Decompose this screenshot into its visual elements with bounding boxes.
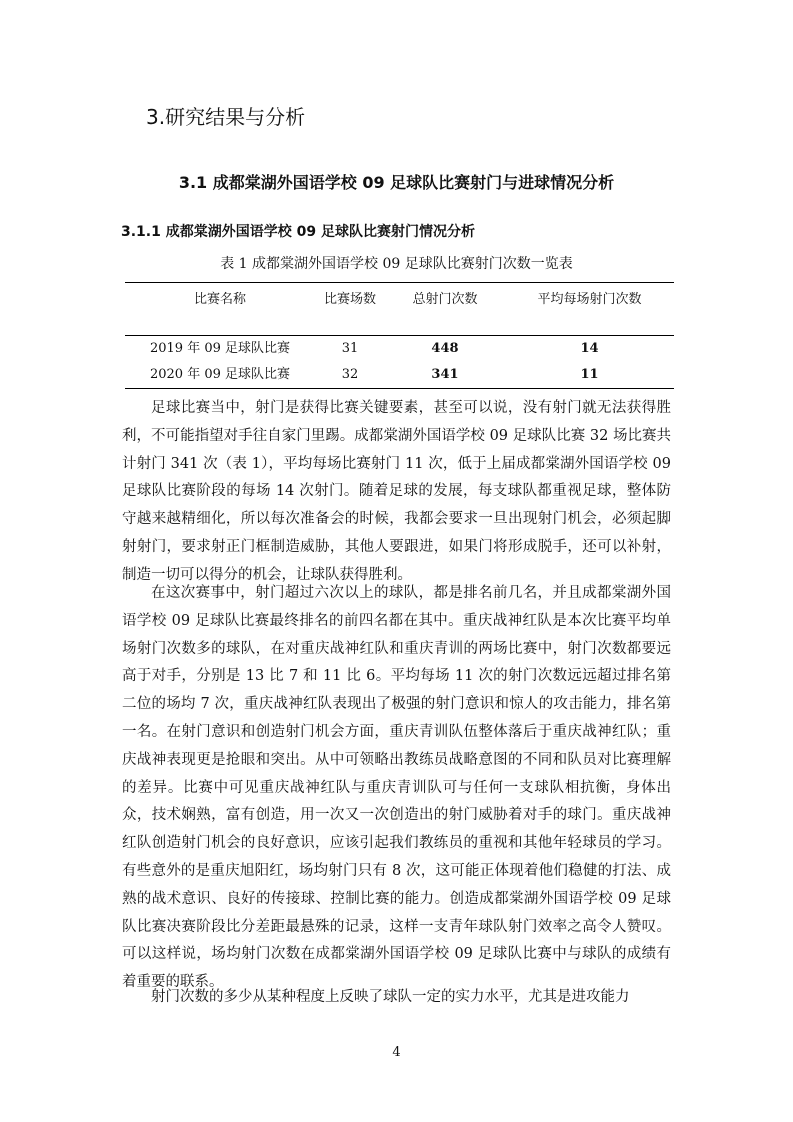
body-paragraph: 射门次数的多少从某种程度上反映了球队一定的实力水平，尤其是进攻能力 — [151, 989, 630, 1005]
table-cell: 32 — [341, 367, 359, 382]
table-header-cell: 平均每场射门次数 — [537, 292, 642, 307]
table-cell: 2019 年 09 足球队比赛 — [149, 341, 291, 356]
body-paragraph: 足球比赛当中，射门是获得比赛关键要素，甚至可以说，没有射门就无法获得胜利，不可能指望对手往自家门里踢。成都棠湖外国语学校 09 足球队比赛 32 场比赛共计射门 341 次（表 1），平均每场比赛射门 11 次，低于上届成都棠湖外国语学校 09 足球队比赛阶段的每场 14 次射门。随着足球的发展，每支球队都重视足球，整体防守越来越精细化，所以每次准备会的时候，我都会要求一旦出现射门机会，必须起脚射射门，要求射正门框制造威胁，其他人要跟进，如果门将形成脱手，还可以补射，制造一切可以得分的机会，让球队获得胜利。 — [122, 400, 671, 583]
body-paragraph-container — [122, 984, 671, 1012]
table-cell: 31 — [341, 341, 359, 356]
table-header-cell: 比赛名称 — [193, 292, 246, 307]
page-number: 4 — [392, 1045, 401, 1060]
table-header-cell: 比赛场数 — [323, 292, 376, 307]
body-paragraph-container — [122, 580, 671, 997]
section-heading: 3.研究结果与分析 — [146, 105, 306, 129]
table-row — [125, 336, 674, 363]
table-header-row — [125, 283, 674, 336]
table-cell: 448 — [431, 341, 459, 356]
table-row — [125, 362, 674, 389]
body-paragraph-container — [122, 395, 671, 590]
table-caption: 表 1 成都棠湖外国语学校 09 足球队比赛射门次数一览表 — [220, 256, 573, 272]
table-cell: 2020 年 09 足球队比赛 — [149, 367, 291, 382]
table-cell: 14 — [580, 341, 599, 356]
shots-table — [125, 282, 674, 389]
subsubsection-heading: 3.1.1 成都棠湖外国语学校 09 足球队比赛射门情况分析 — [121, 224, 475, 240]
table-header-cell: 总射门次数 — [412, 292, 478, 307]
body-paragraph: 在这次赛事中，射门超过六次以上的球队，都是排名前几名，并且成都棠湖外国语学校 09 足球队比赛最终排名的前四名都在其中。重庆战神红队是本次比赛平均单场射门次数多的球队，在对重庆战神红队和重庆青训的两场比赛中，射门次数都要远高于对手，分别是 13 比 7 和 11 比 6。平均每场 11 次的射门次数远远超过排名第二位的场均 7 次，重庆战神红队表现出了极强的射门意识和惊人的攻击能力，排名第一名。在射门意识和创造射门机会方面，重庆青训队伍整体落后于重庆战神红队；重庆战神表现更是抢眼和突出。从中可领略出教练员战略意图的不同和队员对比赛理解的差异。比赛中可见重庆战神红队与重庆青训队可与任何一支球队相抗衡，身体出众，技术娴熟，富有创造，用一次又一次创造出的射门威胁着对手的球门。重庆战神红队创造射门机会的良好意识，应该引起我们教练员的重视和其他年轻球员的学习。有些意外的是重庆旭阳红，场均射门只有 8 次，这可能正体现着他们稳健的打法、成熟的战术意识、良好的传接球、控制比赛的能力。创造成都棠湖外国语学校 09 足球队比赛决赛阶段比分差距最悬殊的记录，这样一支青年球队射门效率之高令人赞叹。可以这样说，场均射门次数在成都棠湖外国语学校 09 足球队比赛中与球队的成绩有着重要的联系。 — [122, 585, 671, 991]
table-cell: 341 — [431, 367, 459, 382]
table-cell: 11 — [580, 367, 599, 382]
subsection-heading: 3.1 成都棠湖外国语学校 09 足球队比赛射门与进球情况分析 — [178, 173, 615, 192]
